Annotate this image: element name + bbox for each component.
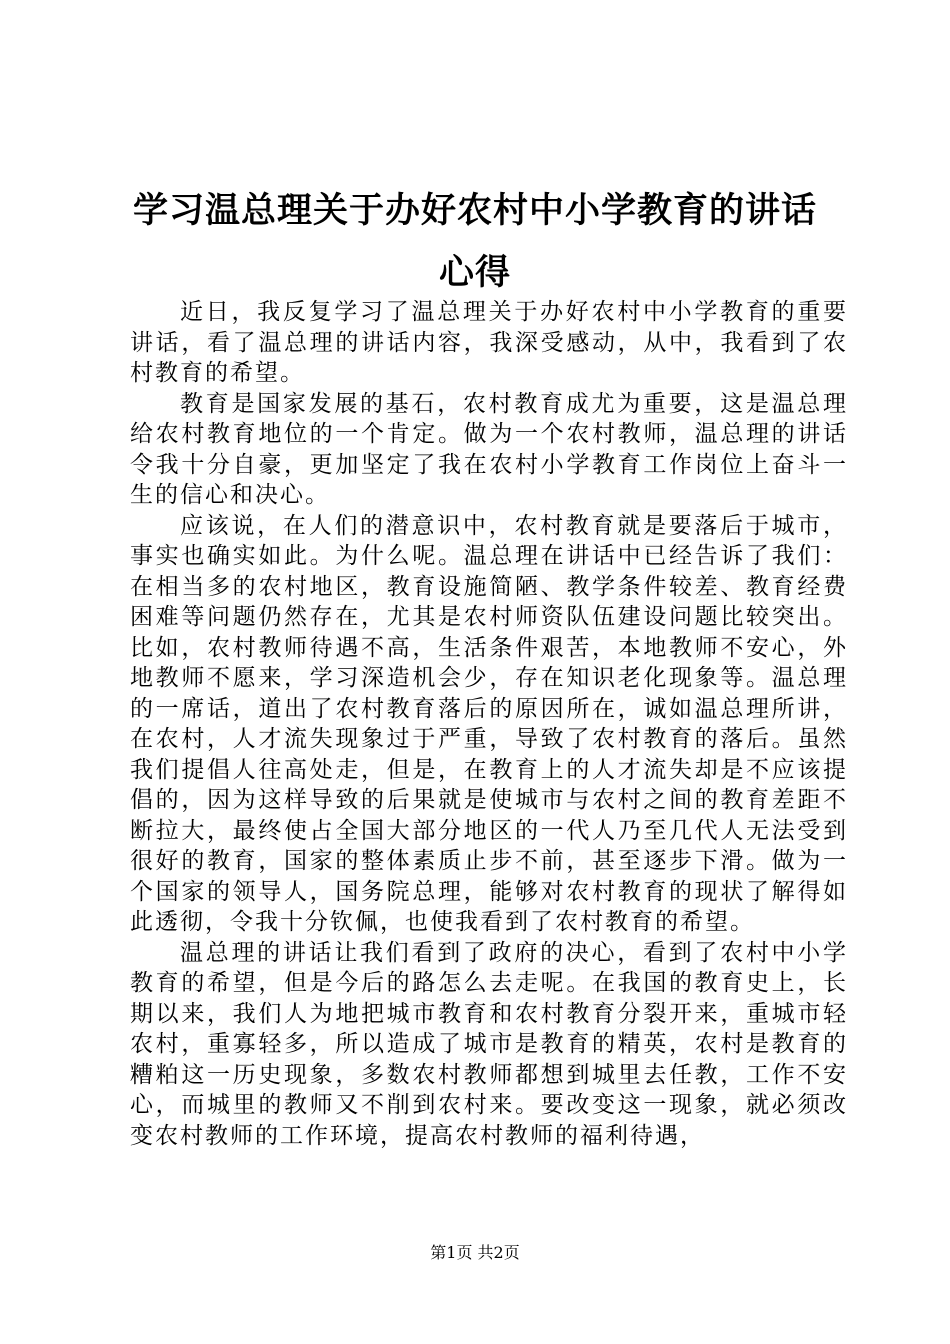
paragraph-1: 近日，我反复学习了温总理关于办好农村中小学教育的重要讲话，看了温总理的讲话内容，我深受感动，从中，我看到了农村教育的希望。: [130, 299, 848, 386]
document-body: [130, 297, 848, 1151]
page-footer: 第1页 共2页: [430, 1243, 520, 1262]
paragraph-3: 应该说，在人们的潜意识中，农村教育就是要落后于城市，事实也确实如此。为什么呢。温总理在讲话中已经告诉了我们：在相当多的农村地区，教育设施简陋、教学条件较差、教育经费困难等问题仍然存在，尤其是农村师资队伍建设问题比较突出。比如，农村教师待遇不高，生活条件艰苦，本地教师不安心，外地教师不愿来，学习深造机会少，存在知识老化现象等。温总理的一席话，道出了农村教育落后的原因所在，诚如温总理所讲，在农村，人才流失现象过于严重，导致了农村教育的落后。虽然我们提倡人往高处走，但是，在教育上的人才流失却是不应该提倡的，因为这样导致的后果就是使城市与农村之间的教育差距不断拉大，最终使占全国大部分地区的一代人乃至几代人无法受到很好的教育，国家的整体素质止步不前，甚至逐步下滑。做为一个国家的领导人，国务院总理，能够对农村教育的现状了解得如此透彻，令我十分钦佩，也使我看到了农村教育的希望。: [130, 512, 848, 935]
paragraph-4: 温总理的讲话让我们看到了政府的决心，看到了农村中小学教育的希望，但是今后的路怎么去走呢。在我国的教育史上，长期以来，我们人为地把城市教育和农村教育分裂开来，重城市轻农村，重寡轻多，所以造成了城市是教育的精英，农村是教育的糟粕这一历史现象，多数农村教师都想到城里去任教，工作不安心，而城里的教师又不削到农村来。要改变这一现象，就必须改变农村教师的工作环境，提高农村教师的福利待遇，: [130, 939, 848, 1149]
document-title: 学习温总理关于办好农村中小学教育的讲话心得: [132, 191, 817, 293]
paragraph-2: 教育是国家发展的基石，农村教育成尤为重要，这是温总理给农村教育地位的一个肯定。做为一个农村教师，温总理的讲话令我十分自豪，更加坚定了我在农村小学教育工作岗位上奋斗一生的信心和决心。: [130, 390, 848, 508]
